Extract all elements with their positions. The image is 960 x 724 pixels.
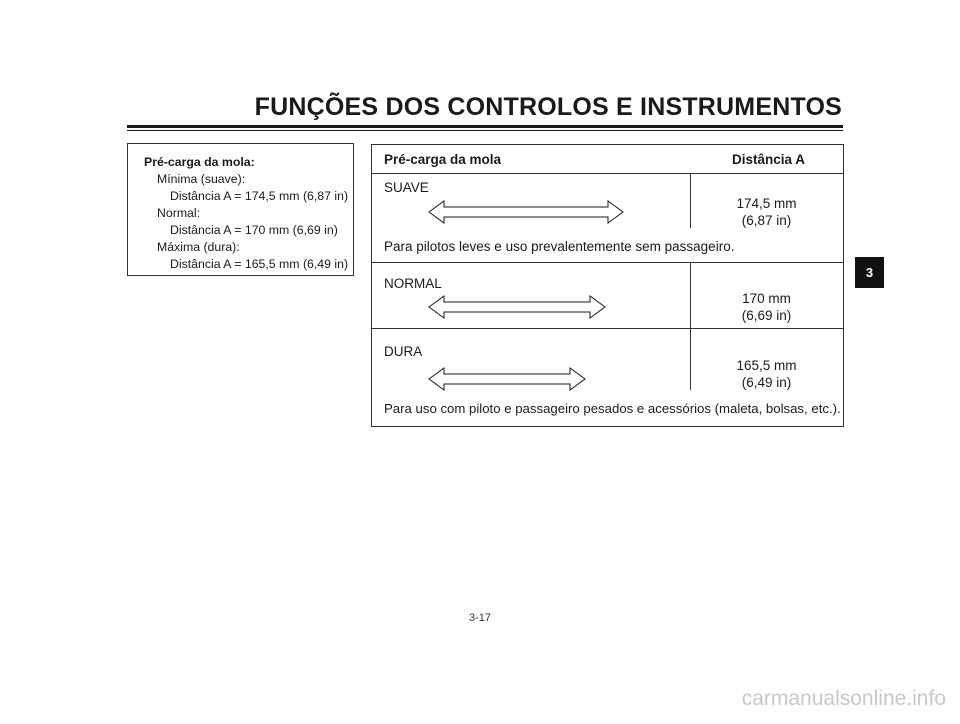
- header-rule-thin: [127, 130, 843, 131]
- table-divider: [372, 173, 843, 174]
- spring-preload-note-box: [127, 143, 354, 276]
- note-title: Pré-carga da mola:: [144, 155, 255, 169]
- row-note: Para pilotos leves e uso prevalentemente sem passageiro.: [384, 239, 735, 254]
- note-line: Distância A = 165,5 mm (6,49 in): [170, 257, 349, 271]
- note-line: Distância A = 170 mm (6,69 in): [170, 223, 338, 237]
- double-arrow-icon: [428, 295, 606, 319]
- row-label-dura: DURA: [384, 344, 423, 359]
- row-value-in: (6,49 in): [741, 375, 792, 390]
- page-number: 3-17: [468, 612, 492, 624]
- row-value-mm: 174,5 mm: [736, 196, 797, 211]
- chapter-tab: 3: [855, 257, 884, 288]
- watermark: carmanualsonline.info: [741, 687, 946, 710]
- table-header-preload: Pré-carga da mola: [384, 152, 502, 167]
- note-line: Distância A = 174,5 mm (6,87 in): [170, 189, 349, 203]
- page-header-title: FUNÇÕES DOS CONTROLOS E INSTRUMENTOS: [254, 93, 842, 121]
- table-divider: [372, 328, 843, 329]
- row-note: Para uso com piloto e passageiro pesados e acessórios (maleta, bolsas, etc.).: [384, 401, 841, 416]
- header-rule: [127, 125, 843, 128]
- note-line: Normal:: [157, 206, 201, 220]
- double-arrow-icon: [428, 367, 586, 391]
- preload-table: [371, 144, 844, 427]
- row-value-in: (6,69 in): [741, 308, 792, 323]
- table-header-distance: Distância A: [732, 152, 806, 167]
- double-arrow-icon: [428, 200, 624, 224]
- row-value-in: (6,87 in): [741, 213, 792, 228]
- row-value-mm: 165,5 mm: [736, 358, 797, 373]
- note-line: Mínima (suave):: [157, 172, 246, 186]
- row-value-mm: 170 mm: [742, 291, 791, 306]
- table-divider: [372, 262, 843, 263]
- row-label-suave: SUAVE: [384, 180, 429, 195]
- row-label-normal: NORMAL: [384, 276, 442, 291]
- note-line: Máxima (dura):: [157, 240, 240, 254]
